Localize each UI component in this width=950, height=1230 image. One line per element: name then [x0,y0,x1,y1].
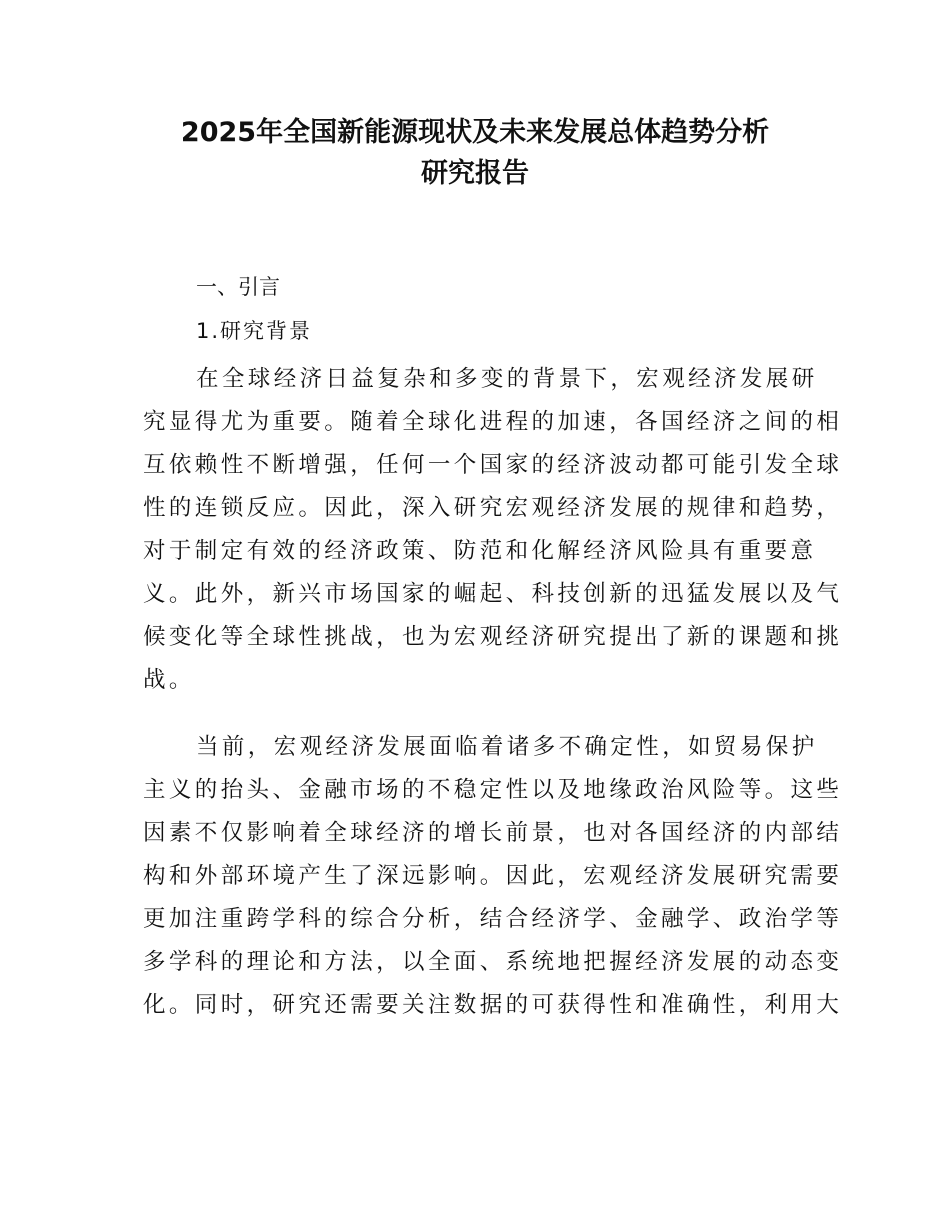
paragraph-2-line: 更加注重跨学科的综合分析，结合经济学、金融学、政治学等 [143,906,843,932]
paragraph-2-line: 当前，宏观经济发展面临着诸多不确定性，如贸易保护 [196,734,818,760]
paragraph-1-line: 在全球经济日益复杂和多变的背景下，宏观经济发展研 [196,366,818,392]
paragraph-1-line: 对于制定有效的经济政策、防范和化解经济风险具有重要意 [143,538,817,564]
document-title-line-1: 2025年全国新能源现状及未来发展总体趋势分析 [180,117,770,148]
paragraph-2-line: 主义的抬头、金融市场的不稳定性以及地缘政治风险等。这些 [143,777,843,803]
paragraph-1-line: 互依赖性不断增强，任何一个国家的经济波动都可能引发全球 [143,452,843,478]
document-title-line-2: 研究报告 [421,158,529,189]
paragraph-2-line: 化。同时，研究还需要关注数据的可获得性和准确性，利用大 [143,992,843,1018]
paragraph-1-line: 义。此外，新兴市场国家的崛起、科技创新的迅猛发展以及气 [143,581,843,607]
paragraph-1-line: 候变化等全球性挑战，也为宏观经济研究提出了新的课题和挑 [143,624,843,650]
subsection-heading-research-background: 1.研究背景 [196,319,313,343]
paragraph-2-line: 多学科的理论和方法，以全面、系统地把握经济发展的动态变 [143,949,843,975]
paragraph-2-line: 因素不仅影响着全球经济的增长前景，也对各国经济的内部结 [143,820,843,846]
paragraph-2-line: 构和外部环境产生了深远影响。因此，宏观经济发展研究需要 [143,863,843,889]
paragraph-1-line: 究显得尤为重要。随着全球化进程的加速，各国经济之间的相 [143,409,843,435]
section-heading-introduction: 一、引言 [196,275,280,299]
paragraph-1-line: 战。 [143,667,195,693]
paragraph-1-line: 性的连锁反应。因此，深入研究宏观经济发展的规律和趋势， [143,495,843,521]
